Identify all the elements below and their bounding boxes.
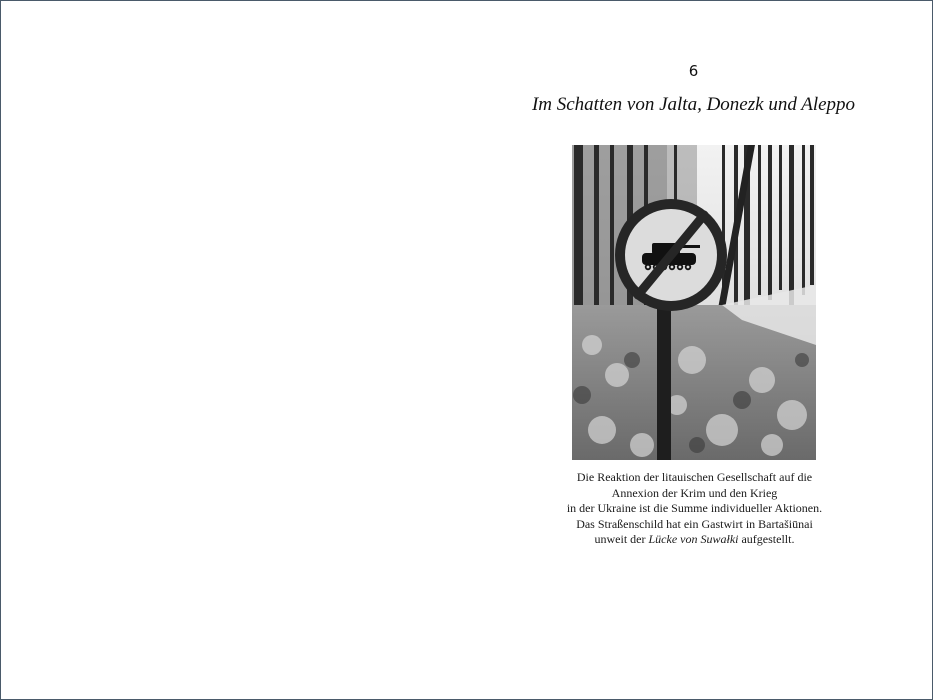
no-tanks-road-sign-icon — [572, 145, 816, 460]
photo-caption — [517, 470, 872, 548]
caption-emphasis: Lücke von Suwałki — [648, 532, 739, 547]
chapter-title: Im Schatten von Jalta, Donezk und Aleppo — [531, 94, 856, 115]
caption-line: Das Straßenschild hat ein Gastwirt in Bartašiūnai — [576, 516, 813, 531]
left-page-blank — [1, 1, 467, 699]
caption-line: Die Reaktion der litauischen Gesellschaft auf die — [576, 470, 813, 484]
photograph-no-tanks-sign — [572, 145, 816, 460]
caption-line: Annexion der Krim und den Krieg — [611, 485, 778, 500]
caption-suffix: aufgestellt. — [738, 532, 795, 547]
right-page — [467, 1, 932, 699]
caption-prefix: unweit der — [594, 532, 649, 547]
caption-line: in der Ukraine ist die Summe individueller Aktionen. — [566, 501, 823, 516]
caption-line-last — [517, 532, 872, 548]
chapter-number: 6 — [688, 62, 699, 80]
